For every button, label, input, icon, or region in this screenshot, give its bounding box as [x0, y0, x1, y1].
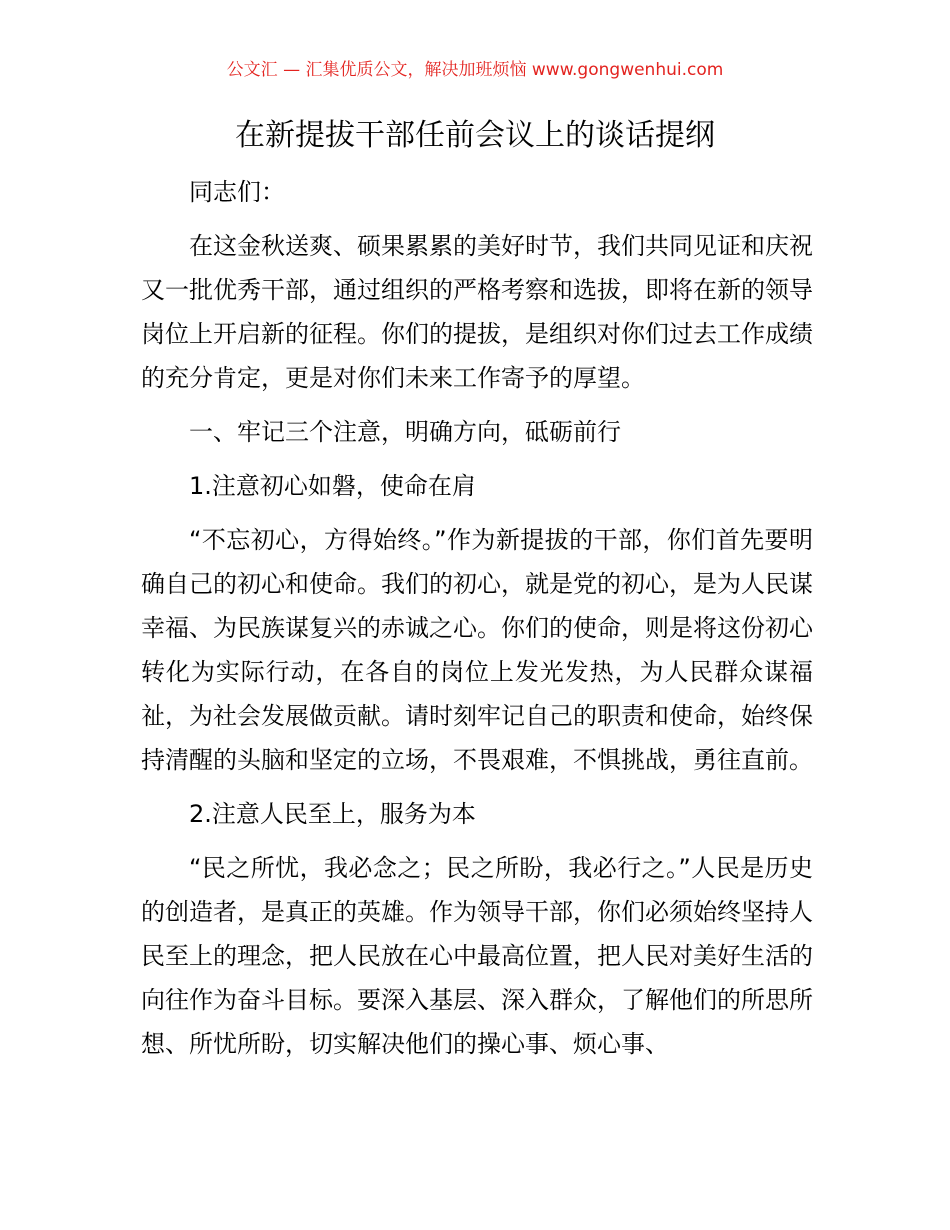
paragraph: “不忘初心，方得始终。”作为新提拔的干部，你们首先要明确自己的初心和使命。我们的初心，就是党的初心，是为人民谋幸福、为民族谋复兴的赤诚之心。你们的使命，则是将这份初心转化为实际行动，在各自的岗位上发光发热，为人民群众谋福祉，为社会发展做贡献。请时刻牢记自己的职责和使命，始终保持清醒的头脑和坚定的立场，不畏艰难，不惧挑战，勇往直前。 [141, 526, 813, 774]
paragraph: “民之所忧，我必念之；民之所盼，我必行之。”人民是历史的创造者，是真正的英雄。作为领导干部，你们必须始终坚持人民至上的理念，把人民放在心中最高位置，把人民对美好生活的向往作为奋斗目标。要深入基层、深入群众，了解他们的所思所想、所忧所盼，切实解决他们的操心事、烦心事、 [141, 854, 813, 1058]
section-heading: 一、牢记三个注意，明确方向，砥砺前行 [189, 418, 621, 446]
site-banner: 公文汇 — 汇集优质公文，解决加班烦恼 www.gongwenhui.com [226, 60, 724, 80]
document-title: 在新提拔干部任前会议上的谈话提纲 [235, 118, 715, 153]
salutation: 同志们： [189, 178, 285, 206]
subsection-heading: 1.注意初心如磐，使命在肩 [189, 472, 476, 500]
paragraph: 在这金秋送爽、硕果累累的美好时节，我们共同见证和庆祝又一批优秀干部，通过组织的严格考察和选拔，即将在新的领导岗位上开启新的征程。你们的提拔，是组织对你们过去工作成绩的充分肯定，更是对你们未来工作寄予的厚望。 [141, 232, 813, 392]
subsection-heading: 2.注意人民至上，服务为本 [189, 800, 476, 828]
document-body [141, 170, 813, 1076]
